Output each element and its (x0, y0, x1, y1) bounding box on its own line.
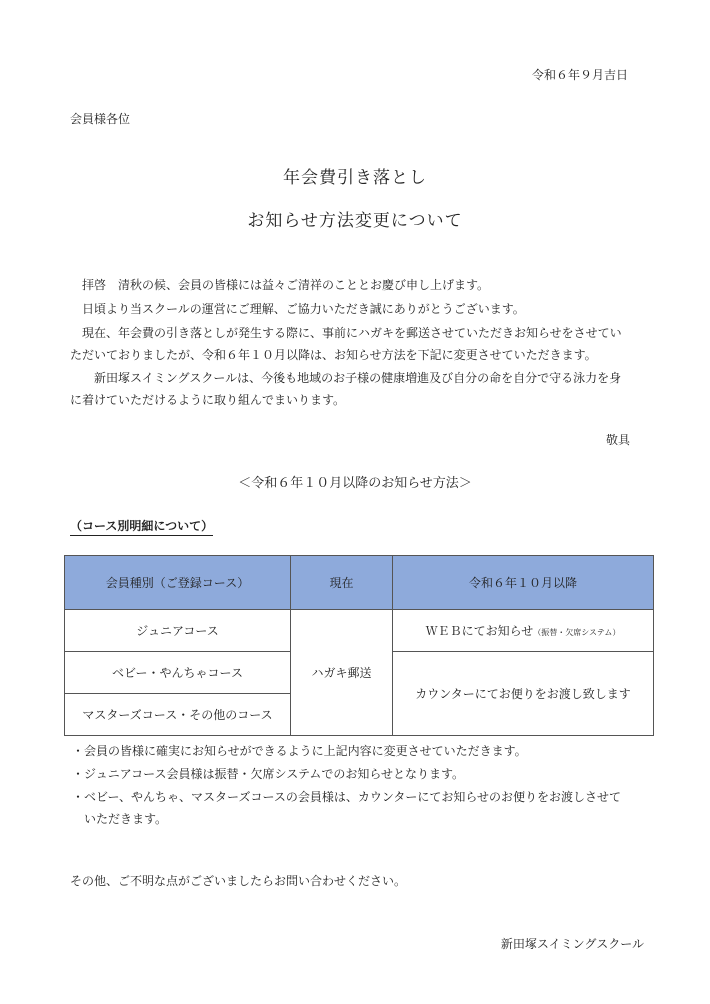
letter-date: 令和６年９月吉日 (531, 68, 628, 82)
table-header-row (65, 556, 654, 610)
title-line-1: 年会費引き落とし (283, 168, 427, 188)
new-method-web-cell (393, 610, 654, 652)
addressee: 会員様各位 (70, 112, 131, 126)
body-line: に着けていただけるように取り組んでまいります。 (70, 393, 346, 407)
header-new: 令和６年１０月以降 (393, 556, 654, 610)
new-method-web-note: （振替・欠席システム） (533, 628, 621, 637)
closing-word: 敬具 (605, 433, 630, 447)
body-line: 現在、年会費の引き落としが発生する際に、事前にハガキを郵送させていただきお知らせをさせてい (70, 326, 622, 340)
new-method-web: ＷＥＢにてお知らせ (425, 624, 534, 638)
section-subheading: （コース別明細について） (70, 517, 213, 536)
body-line: 拝啓 清秋の候、会員の皆様には益々ご清祥のこととお慶び申し上げます。 (70, 278, 490, 292)
note-line: いただきます。 (72, 812, 168, 826)
note-line: ・ベビー、やんちゃ、マスターズコースの会員様は、カウンターにてお知らせのお便りをお渡しさせて (72, 790, 622, 804)
body-line: 日頃より当スクールの運営にご理解、ご協力いただき誠にありがとうございます。 (70, 302, 525, 316)
header-member-type: 会員種別（ご登録コース） (65, 556, 291, 610)
course-masters: マスターズコース・その他のコース (65, 694, 291, 736)
title-line-2: お知らせ方法変更について (247, 211, 463, 231)
body-line: ただいておりましたが、令和６年１０月以降は、お知らせ方法を下記に変更させていただきます。 (70, 348, 597, 362)
body-line: 新田塚スイミングスクールは、今後も地域のお子様の健康増進及び自分の命を自分で守る泳力を身 (70, 371, 622, 385)
new-method-counter: カウンターにてお便りをお渡し致します (393, 652, 654, 736)
note-line: ・会員の皆様に確実にお知らせができるように上記内容に変更させていただきます。 (72, 744, 527, 758)
note-line: ・ジュニアコース会員様は振替・欠席システムでのお知らせとなります。 (72, 767, 465, 781)
section-heading: ＜令和６年１０月以降のお知らせ方法＞ (238, 476, 472, 491)
course-junior: ジュニアコース (65, 610, 291, 652)
course-baby: ベビー・やんちゃコース (65, 652, 291, 694)
inquiry-text: その他、ご不明な点がございましたらお問い合わせください。 (70, 874, 407, 888)
table-row (65, 610, 654, 652)
current-method-cell: ハガキ郵送 (291, 610, 393, 736)
signature: 新田塚スイミングスクール (500, 937, 644, 951)
header-current: 現在 (291, 556, 393, 610)
notification-method-table (64, 555, 654, 736)
